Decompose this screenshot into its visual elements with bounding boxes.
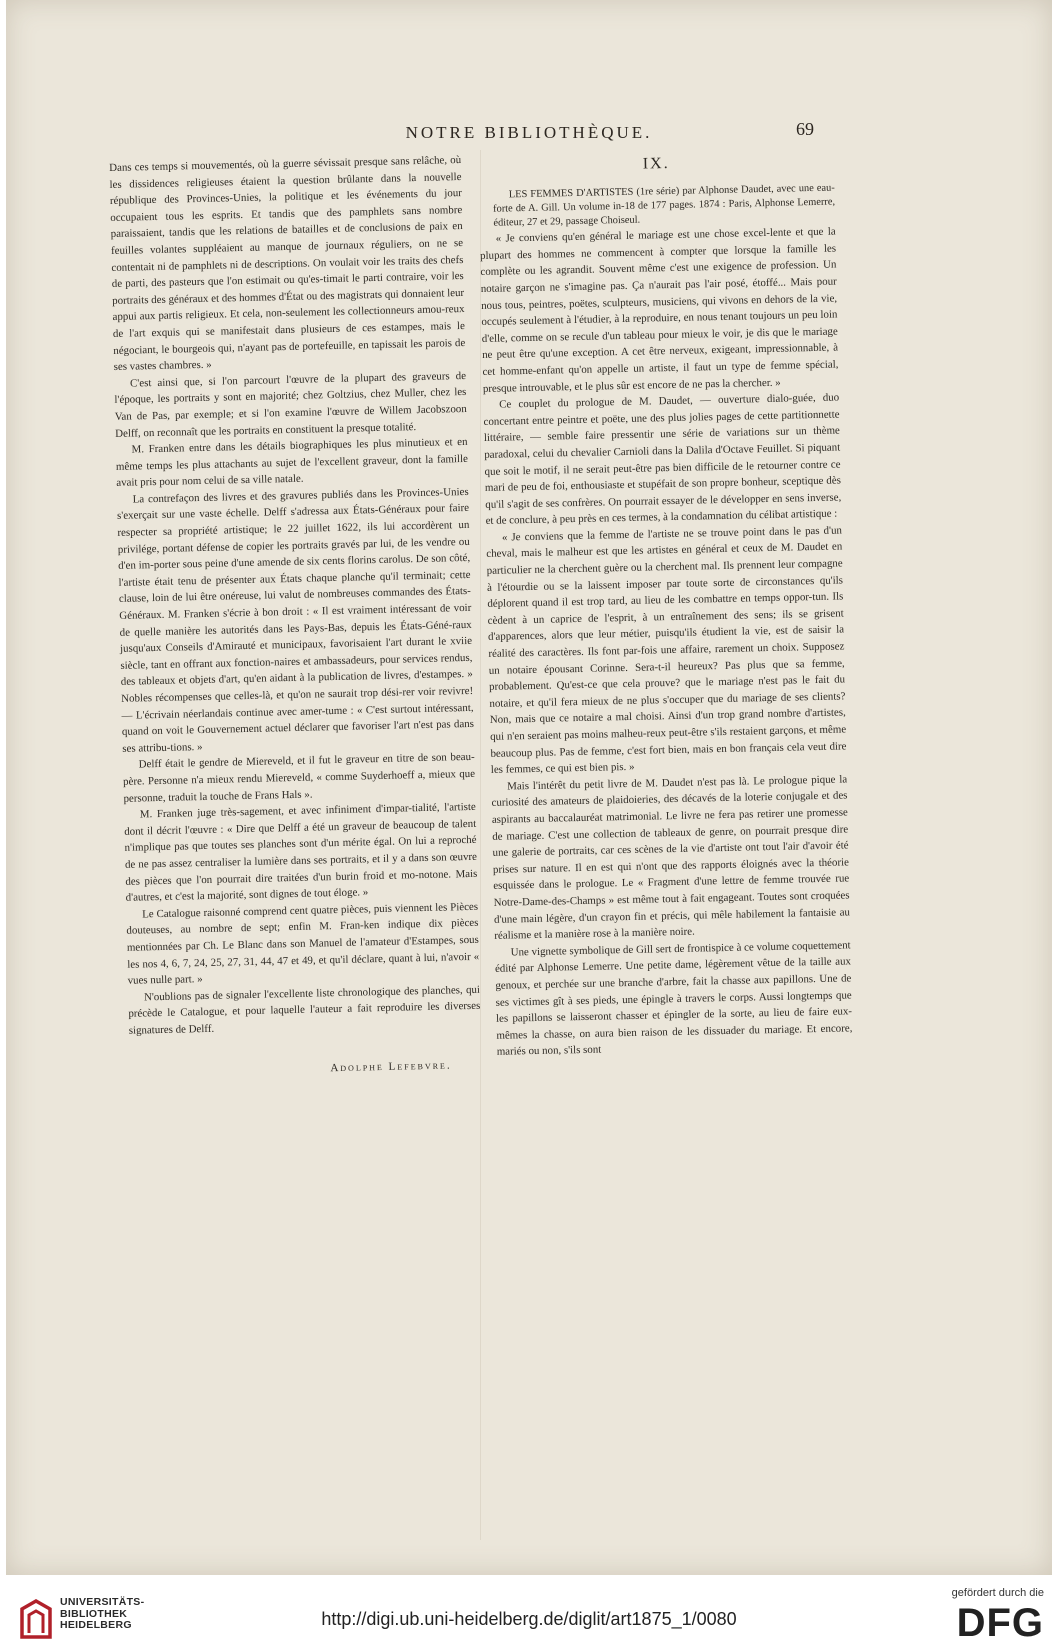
page-number: 69 bbox=[796, 119, 814, 139]
paragraph: Dans ces temps si mouvementés, où la guerre sévissait presque sans relâche, où les dissidences religieuses étaient la question brûlante dans la nouvelle république des Provinces-Unies, la politique et les événements du jour occupaient tous les esprits. Et tandis que des pamphlets sans nombre paraissaient, tandis que les relations de batailles et de conclusions de paix en feuilles volantes suppléaient au manque de journaux réguliers, on ne se contentait ni de pamphlets ni de descriptions. On voulait voir les traits des chefs de parti, des pasteurs que l'on estimait ou qu'es-timait le parti contraire, voir les portraits des généraux et des hommes d'État ou des magistrats qui donnaient leur appui aux partis religieux. Et cela, non-seulement les collectionneurs amou-reux de l'art exquis qui se manifestait dans plusieurs de ces estampes, mais le négociant, le bourgeois qui, n'ayant pas de portefeuille, en tapissait les parois de ses vastes chambres. » bbox=[109, 154, 466, 374]
paragraph: M. Franken entre dans les détails biographiques les plus minutieux et en même temps les plus attachants au sujet de l'excellent graveur, dont la famille avait pris pour nom celui de sa ville natale. bbox=[115, 436, 469, 490]
paragraph: Mais l'intérêt du petit livre de M. Daudet n'est pas là. Le prologue pique la curiosité des amateurs de plaidoieries, des décavés de la loterie conjugale et des aspirants au baccalauréat matrimonial. Le livre ne fera pas retirer une promesse de mariage. C'est une collection de tableaux de genre, on pourrait presque dire une galerie de portraits, car ces scènes de la vie d'artiste ont tout l'air d'avoir été prises sur nature. Il en est qui n'ont que des rapports éloignés avec la théorie esquissée dans le prologue. Le « Fragment d'une lettre de femme trouvée rue Notre-Dame-des-Champs » est même tout à fait engageant. Toutes sont croquées d'une main légère, d'un crayon fin et précis, qui mêle habilement la fantaisie au réalisme et la manière rose à la manière noire. bbox=[491, 773, 851, 942]
source-url-link[interactable]: http://digi.ub.uni-heidelberg.de/diglit/art1875_1/0080 bbox=[321, 1609, 737, 1629]
paragraph: Le Catalogue raisonné comprend cent quatre pièces, puis viennent les Pièces douteuses, au nombre de sept; enfin M. Fran-ken indique dix pièces mentionnées par Ch. Le Blanc dans son Manuel de l'amateur d'Estampes, sous les nos 4, 6, 7, 24, 25, 27, 31, 44, 47 et 49, et qu'il déclare, quant à lui, n'avoir « vues nulle part. » bbox=[126, 900, 480, 987]
paragraph: Ce couplet du prologue de M. Daudet, — ouverture dialo-guée, duo concertant entre peintre et poëte, une des plus jolies pages de cette partitionnette littéraire, — semble faire pressentir une série de variations sur un thème paradoxal, celui du chevalier Carnioli dans la Dalila d'Octave Feuillet. Si piquant que soit le motif, il ne serait peut-être pas bien difficile de le retourner contre ce mari de peu de foi, enthousiaste et stupéfait de son propre bonheur, sceptique dès qu'il s'agit de ses confrères. On pourrait essayer de le développer en sens inverse, et de conclure, à peu près en ces termes, à la condamnation du célibat artistique : bbox=[483, 391, 842, 528]
library-name-line: BIBLIOTHEK bbox=[60, 1607, 128, 1620]
paragraph: N'oublions pas de signaler l'excellente liste chronologique des planches, qui précède le Catalogue, et pour laquelle l'auteur a fait reproduire les diverses signatures de Delff. bbox=[128, 983, 481, 1037]
paragraph: Delff était le gendre de Miereveld, et il fut le graveur en titre de son beau-père. Personne n'a mieux rendu Miereveld, « comme Suyderhoeff a, mieux que personne, traduit la touche de Frans Hals ». bbox=[122, 751, 476, 805]
dfg-logo: DFG bbox=[956, 1601, 1044, 1645]
footer-bar bbox=[0, 1577, 1058, 1650]
funded-by-label: gefördert durch die bbox=[951, 1587, 1044, 1599]
book-page bbox=[6, 0, 1052, 1575]
paragraph: Une vignette symbolique de Gill sert de frontispice à ce volume coquettement édité par Alphonse Lemerre. Une petite dame, légèrement vêtue de la taille aux genoux, et perchée sur une branche d'arbre, fait la chasse aux papillons. Une de ses victimes gît à ses pieds, une épingle à travers le corps. Aussi longtemps que les papillons se laisseront chasser et épingler de la sorte, au lieu de faire eux-mêmes la chasse, on aura bien raison de les dissuader du mariage. Et encore, mariés ou non, s'ils sont bbox=[494, 939, 853, 1059]
book-entry: LES FEMMES D'ARTISTES (1re série) par Alphonse Daudet, avec une eau-forte de A. Gill. Un volume in-18 de 177 pages. 1874 : Paris, Alphonse Lemerre, éditeur, 27 et 29, passage Choiseul. bbox=[492, 182, 836, 229]
paragraph: « Je conviens qu'en général le mariage est une chose excel-lente et que la plupart des hommes ne commencent à compter que lorsque la famille les complète ou les agrandit. Souvent même c'est une exigence de profession. Un notaire garçon ne s'imagine pas. Ça n'aurait pas l'air posé, étoffé... Mais pour nous tous, peintres, poëtes, sculpteurs, musiciens, qui vivons en dehors de la vie, occupés seulement à l'étudier, à la reproduire, en nous tenant toujours un peu loin d'elle, comme on se recule d'un tableau pour mieux le voir, je dis que le mariage ne peut être qu'une exception. A cet être nerveux, exigeant, impressionnable, à cet homme-enfant qu'on appelle un artiste, il faut un type de femme spécial, presque introuvable, et le plus sûr est encore de ne pas la chercher. » bbox=[479, 225, 839, 395]
section-number: IX. bbox=[642, 154, 670, 173]
paragraph: M. Franken juge très-sagement, et avec infiniment d'impar-tialité, l'artiste dont il décrit l'œuvre : « Dire que Delff a été un graveur de beaucoup de talent n'implique pas que toutes ses planches sont d'un mérite égal. On lui a reproché de ne pas assez centraliser la lumière dans ses portraits, et il y a dans son œuvre des pièces que l'on pourrait dire traitées d'un burin froid et mo-notone. Mais d'autres, et c'est la majorité, sont dignes de tout éloge. » bbox=[124, 801, 478, 904]
paragraph: La contrefaçon des livres et des gravures publiés dans les Provinces-Unies s'exerçait sur une vaste échelle. Delff s'adressa aux États-Généraux pour faire respecter sa propriété artistique; le 22 juillet 1622, ils lui accordèrent un privilége, portant défense de copier les portraits gravés par lui, de les vendre ou d'en im-porter sous peine d'une amende de six cents florins carolus. De son côté, l'artiste était tenu de présenter aux États chaque planche qu'il terminait; cette clause, loin de lui être onéreuse, lui valut de nombreuses commandes des États-Généraux. M. Franken s'écrie à bon droit : « Il est vraiment intéressant de voir de quelle manière les autorités dans les Pays-Bas, depuis les États-Géné-raux jusqu'aux Conseils d'Amirauté et municipaux, favorisaient l'art durant le xviie siècle, tant en offrant aux fonction-naires et ambassadeurs, pour services rendus, des tableaux et objets d'art, qu'en aidant à la publication de livres, d'estampes. » Nobles récompenses que celles-là, et qu'on ne saurait trop dési-rer voir revivre! — L'écrivain néerlandais continue avec amer-tume : « C'est surtout intéressant, quand on voit le Gouvernement actuel déclarer que favoriser l'art n'est pas dans ses attribu-tions. » bbox=[116, 485, 475, 755]
author-signature: Adolphe Lefebvre. bbox=[330, 1059, 452, 1075]
paragraph: C'est ainsi que, si l'on parcourt l'œuvre de la plupart des graveurs de l'époque, les portraits y sont en majorité; chez Goltzius, chez Muller, chez les Van de Pas, par exemple; et si l'on examine l'œuvre de Willem Jacobszoon Delff, on reconnaît que les portraits en constituent la presque totalité. bbox=[114, 369, 467, 440]
running-head: NOTRE BIBLIOTHÈQUE. bbox=[405, 123, 653, 142]
left-column bbox=[109, 152, 482, 1082]
library-name-line: HEIDELBERG bbox=[60, 1619, 132, 1631]
paragraph: « Je conviens que la femme de l'artiste ne se trouve point dans le pas d'un cheval, mais le malheur est que les artistes en général et ceux de M. Daudet en particulier ne la cherchent guère ou la cherchent mal. Ils prennent leur compagne à l'étourdie ou se la laissent imposer par toute sorte de circonstances qu'ils déplorent quand il est trop tard, au lieu de les combattre en temps oppor-tun. Ils cèdent à un caprice de l'esprit, à un entraînement des sens; ils se grisent d'apparences, alors que leur métier, puisqu'ils étudient la vie, est de saisir la réalité des caractères. Ils font par-fois une affaire, rarement un choix. Supposez un notaire épousant Corinne. Sera-t-il heureux? Pas plus que sa femme, probablement. Qu'est-ce que cela prouve? que le mariage n'est pas le fait du notaire, et qu'il fera mieux de ne plus s'occuper que du mariage de ses clients? Non, mais que ce notaire a mal choisi. Ainsi d'un trop grand nombre d'artistes, qui n'en seraient pas moins malheu-reux peut-être s'ils restaient garçons, et même beaucoup plus. Pas de femme, c'est fort bien, mais en bon français cela veut dire les femmes, ce qui est bien pis. » bbox=[486, 524, 847, 777]
right-column bbox=[478, 149, 853, 1061]
library-name-line: UNIVERSITÄTS- bbox=[60, 1596, 145, 1608]
